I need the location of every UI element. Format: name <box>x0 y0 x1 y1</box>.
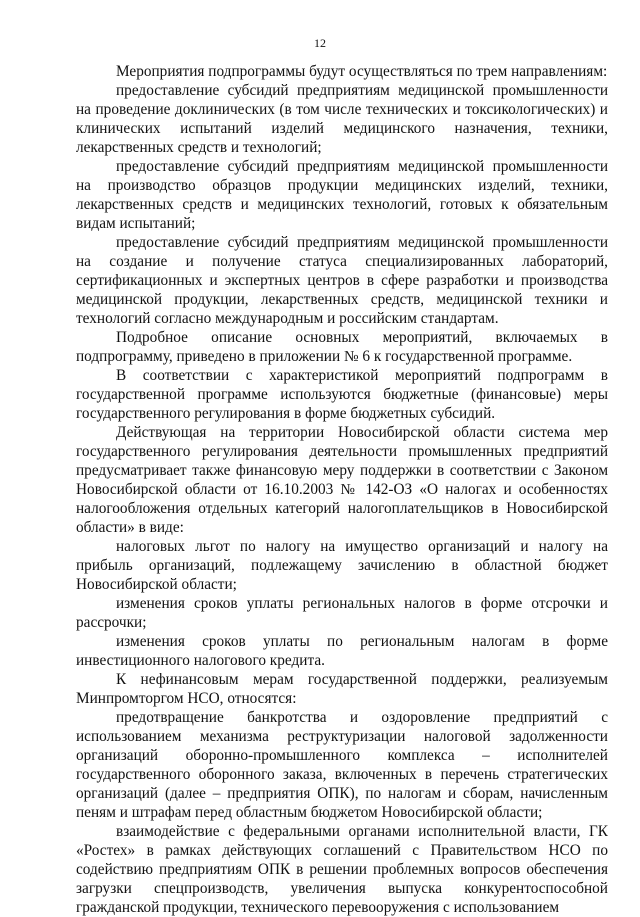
paragraph: Мероприятия подпрограммы будут осуществляться по трем направлениям: <box>116 63 608 80</box>
paragraph: изменения сроков уплаты региональных налогов в форме отсрочки и рассрочки; <box>76 595 608 631</box>
paragraph: предоставление субсидий предприятиям медицинской промышленности на проведение доклинических (в том числе технических и токсикологических) и клинических испытаний изделий медицинского назначения, техники, лекарственных средств и технологий; <box>76 82 608 156</box>
paragraph: налоговых льгот по налогу на имущество организаций и налогу на прибыль организаций, подлежащему зачислению в областной бюджет Новосибирской области; <box>76 538 608 593</box>
paragraph: Подробное описание основных мероприятий, включаемых в подпрограмму, приведено в приложении № 6 к государственной программе. <box>76 329 608 365</box>
page-number: 12 <box>314 36 326 50</box>
paragraph: изменения сроков уплаты по региональным налогам в форме инвестиционного налогового кредита. <box>76 633 608 669</box>
paragraph: Действующая на территории Новосибирской области система мер государственного регулирования деятельности промышленных предприятий предусматривает также финансовую меру поддержки в соответствии с Законом Новосибирской области от 16.10.2003 № 142-ОЗ «О налогах и особенностях налогообложения отдельных категорий налогоплательщиков в Новосибирской области» в виде: <box>76 424 608 536</box>
paragraph: К нефинансовым мерам государственной поддержки, реализуемым Минпромторгом НСО, относятся: <box>76 671 608 707</box>
paragraph: предотвращение банкротства и оздоровление предприятий с использованием механизма реструктуризации налоговой задолженности организаций оборонно-промышленного комплекса – исполнителей государственного оборонного заказа, включенных в перечень стратегических организаций (далее – предприятия ОПК), по налогам и сборам, начисленным пеням и штрафам перед областным бюджетом Новосибирской области; <box>76 709 608 821</box>
paragraph: предоставление субсидий предприятиям медицинской промышленности на создание и получение статуса специализированных лабораторий, сертификационных и экспертных центров в сфере разработки и производства медицинской продукции, лекарственных средств, медицинской техники и технологий согласно международным и российским стандартам. <box>76 234 608 327</box>
paragraph: предоставление субсидий предприятиям медицинской промышленности на производство образцов продукции медицинских изделий, техники, лекарственных средств и медицинских технологий, готовых к обязательным видам испытаний; <box>76 158 608 232</box>
paragraph: взаимодействие с федеральными органами исполнительной власти, ГК «Ростех» в рамках действующих соглашений с Правительством НСО по содействию предприятиям ОПК в решении проблемных вопросов обеспечения загрузки спецпроизводств, увеличения выпуска конкурентоспособной гражданской продукции, технического перевооружения с использованием <box>76 823 608 916</box>
paragraph: В соответствии с характеристикой мероприятий подпрограмм в государственной программе используются бюджетные (финансовые) меры государственного регулирования в форме бюджетных субсидий. <box>76 367 608 422</box>
document-body <box>76 62 608 917</box>
